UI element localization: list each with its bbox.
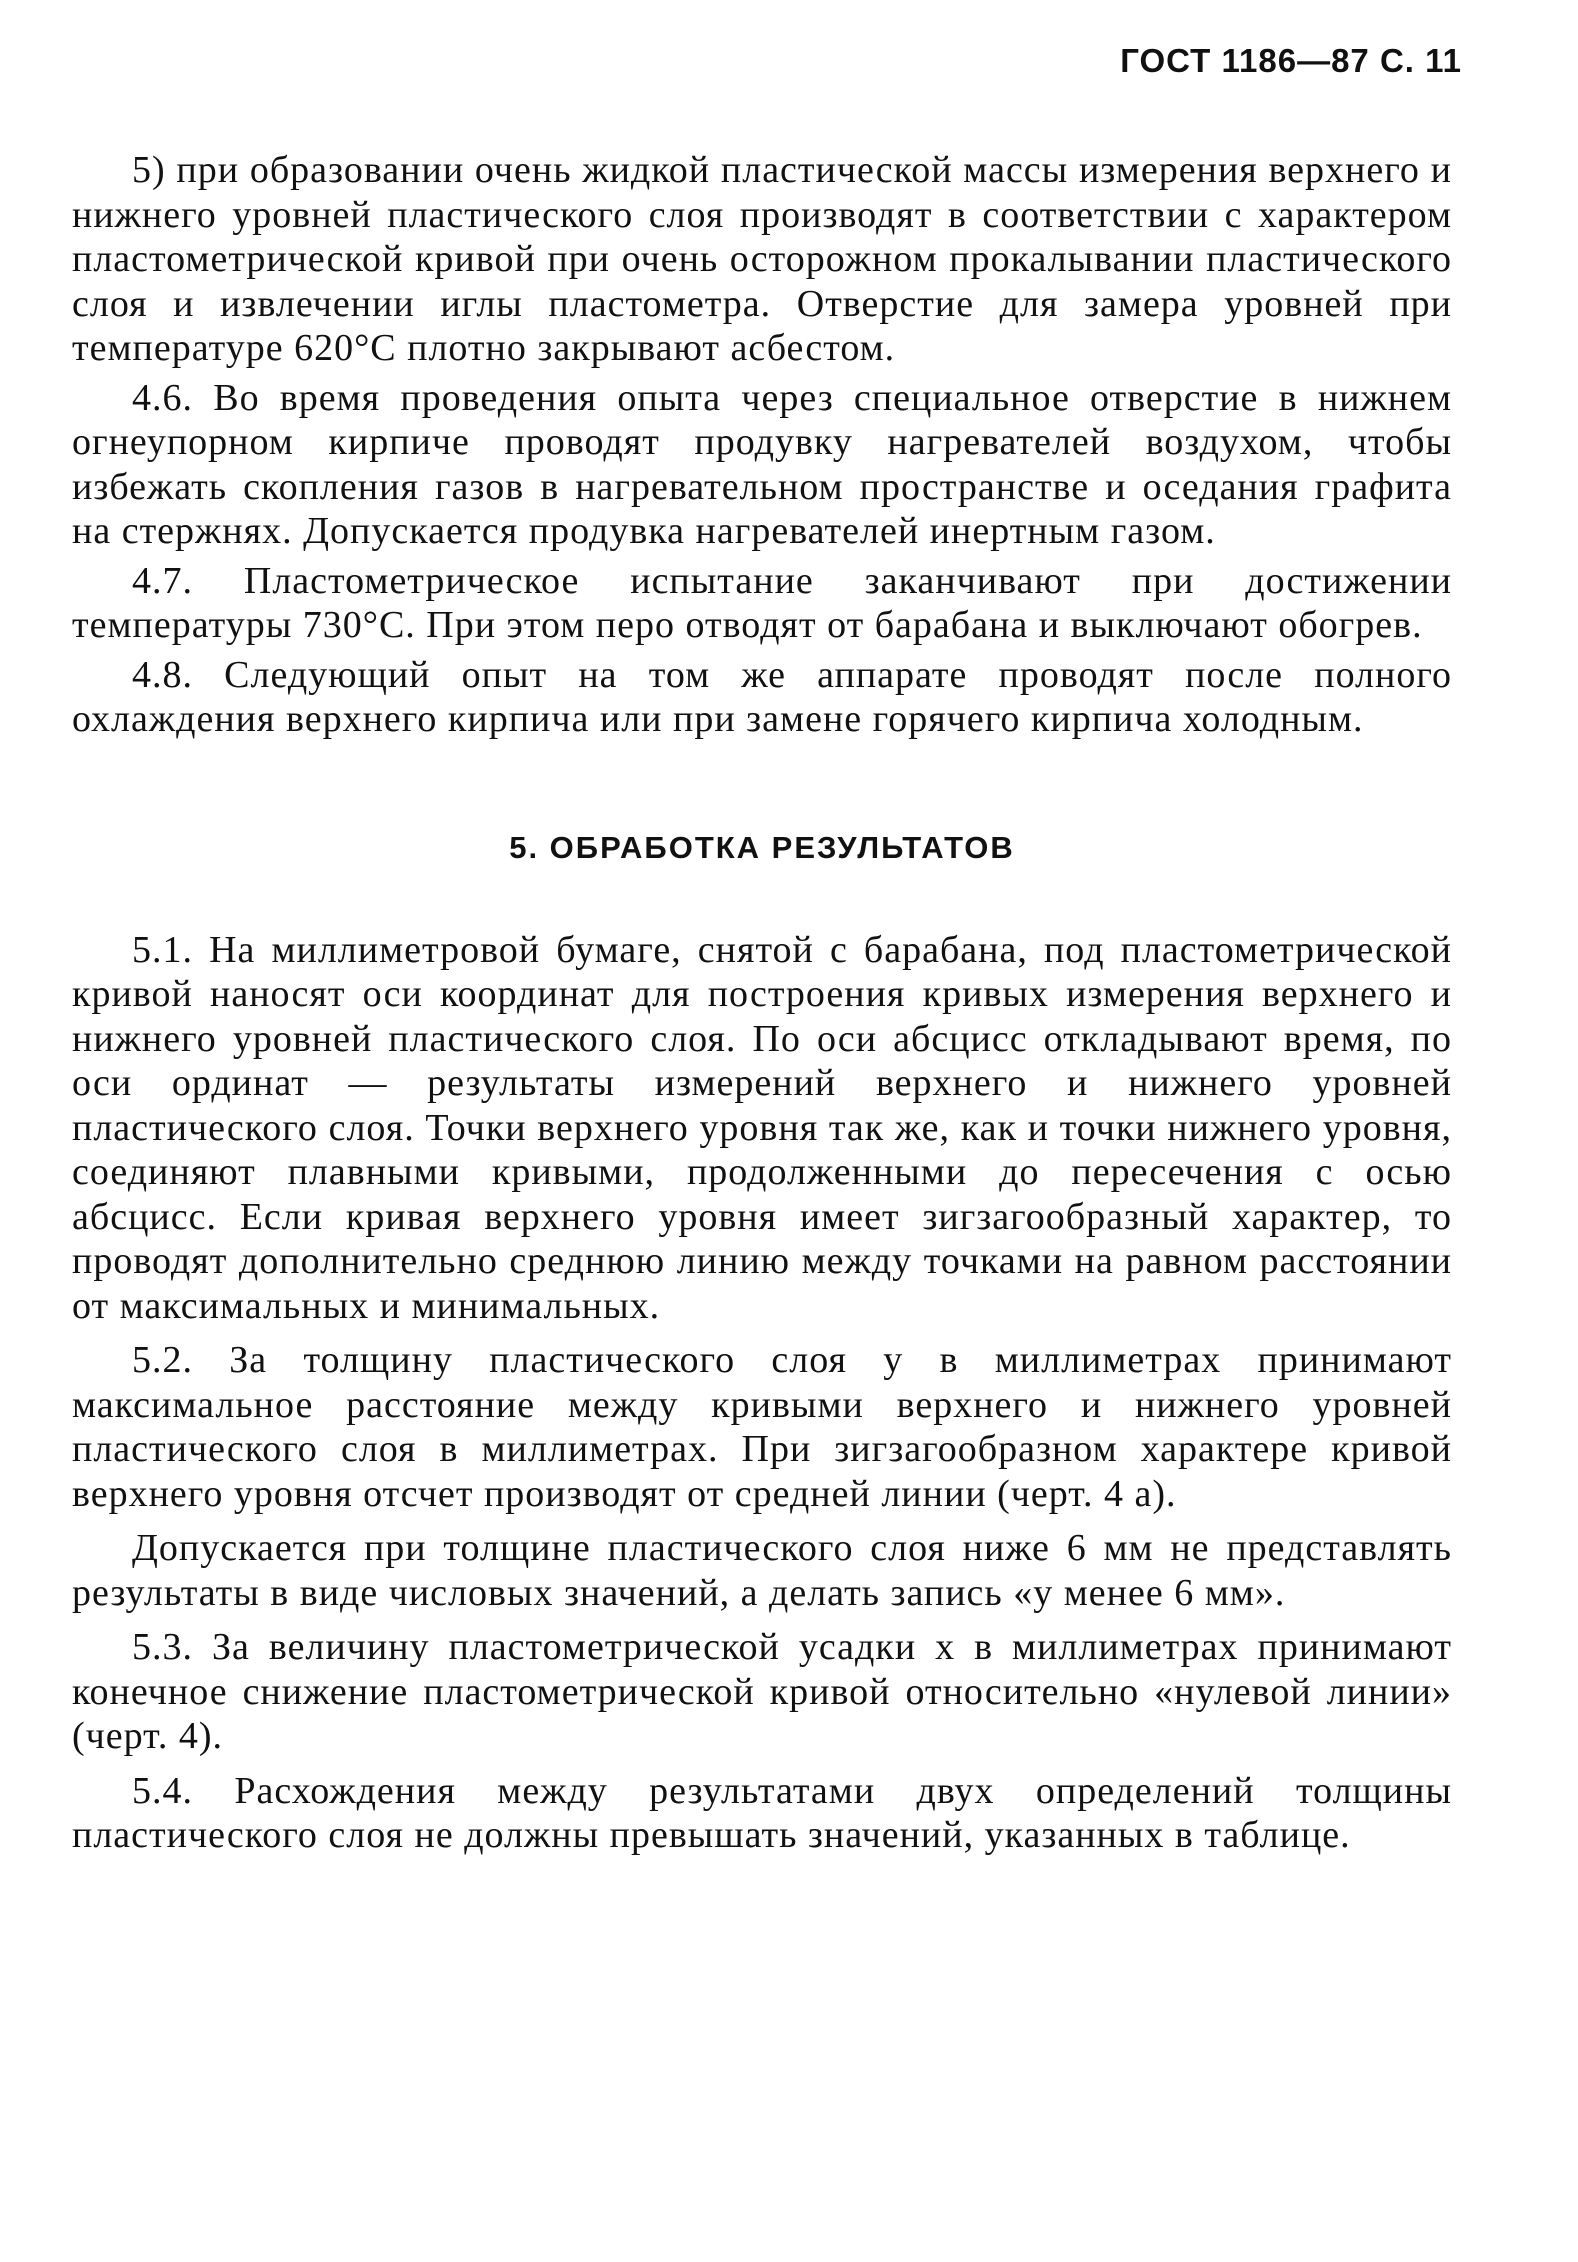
paragraph-4-6: 4.6. Во время проведения опыта через специальное отверстие в нижнем огнеупорном кирпиче проводят продувку нагревателей воздухом, чтобы избежать скопления газов в нагревательном пространстве и оседания графита на стержнях. Допускается продувка нагревателей инертным газом.	[72, 376, 1452, 552]
paragraph-5-3: 5.3. За величину пластометрической усадки x в миллиметрах принимают конечное снижение пластометрической кривой относительно «нулевой линии» (черт. 4).	[72, 1626, 1452, 1757]
paragraph-5-1: 5.1. На миллиметровой бумаге, снятой с барабана, под пластометрической кривой наносят оси координат для построения кривых измерения верхнего и нижнего уровней пластического слоя. По оси абсцисс откладывают время, по оси ординат — результаты измерений верхнего и нижнего уровней пластического слоя. Точки верхнего уровня так же, как и точки нижнего уровня, соединяют плавными кривыми, продолженными до пересечения с осью абсцисс. Если кривая верхнего уровня имеет зигзагообразный характер, то проводят дополнительно среднюю линию между точками на равном расстоянии от максимальных и минимальных.	[72, 928, 1452, 1327]
paragraph-item-5: 5) при образовании очень жидкой пластической массы измерения верхнего и нижнего уровней пластического слоя производят в соответствии с характером пластометрической кривой при очень осторожном прокалывании пластического слоя и извлечении иглы пластометра. Отверстие для замера уровней при температуре 620°С плотно закрывают асбестом.	[72, 149, 1452, 369]
paragraph-4-8: 4.8. Следующий опыт на том же аппарате проводят после полного охлаждения верхнего кирпича или при замене горячего кирпича холодным.	[72, 653, 1452, 740]
paragraph-5-4: 5.4. Расхождения между результатами двух определений толщины пластического слоя не должны превышать значений, указанных в таблице.	[72, 1769, 1452, 1856]
document-body	[72, 148, 1452, 1868]
paragraph-4-7: 4.7. Пластометрическое испытание заканчивают при достижении температуры 730°С. При этом перо отводят от барабана и выключают обогрев.	[72, 559, 1452, 646]
page-header: ГОСТ 1186—87 С. 11	[1120, 42, 1462, 79]
paragraph-5-2-note: Допускается при толщине пластического слоя ниже 6 мм не представлять результаты в виде числовых значений, а делать запись «y менее 6 мм».	[72, 1527, 1452, 1614]
paragraph-5-2: 5.2. За толщину пластического слоя y в миллиметрах принимают максимальное расстояние между кривыми верхнего и нижнего уровней пластического слоя в миллиметрах. При зигзагообразном характере кривой верхнего уровня отсчет производят от средней линии (черт. 4 а).	[72, 1339, 1452, 1515]
section-title: 5. ОБРАБОТКА РЕЗУЛЬТАТОВ	[509, 829, 1015, 865]
